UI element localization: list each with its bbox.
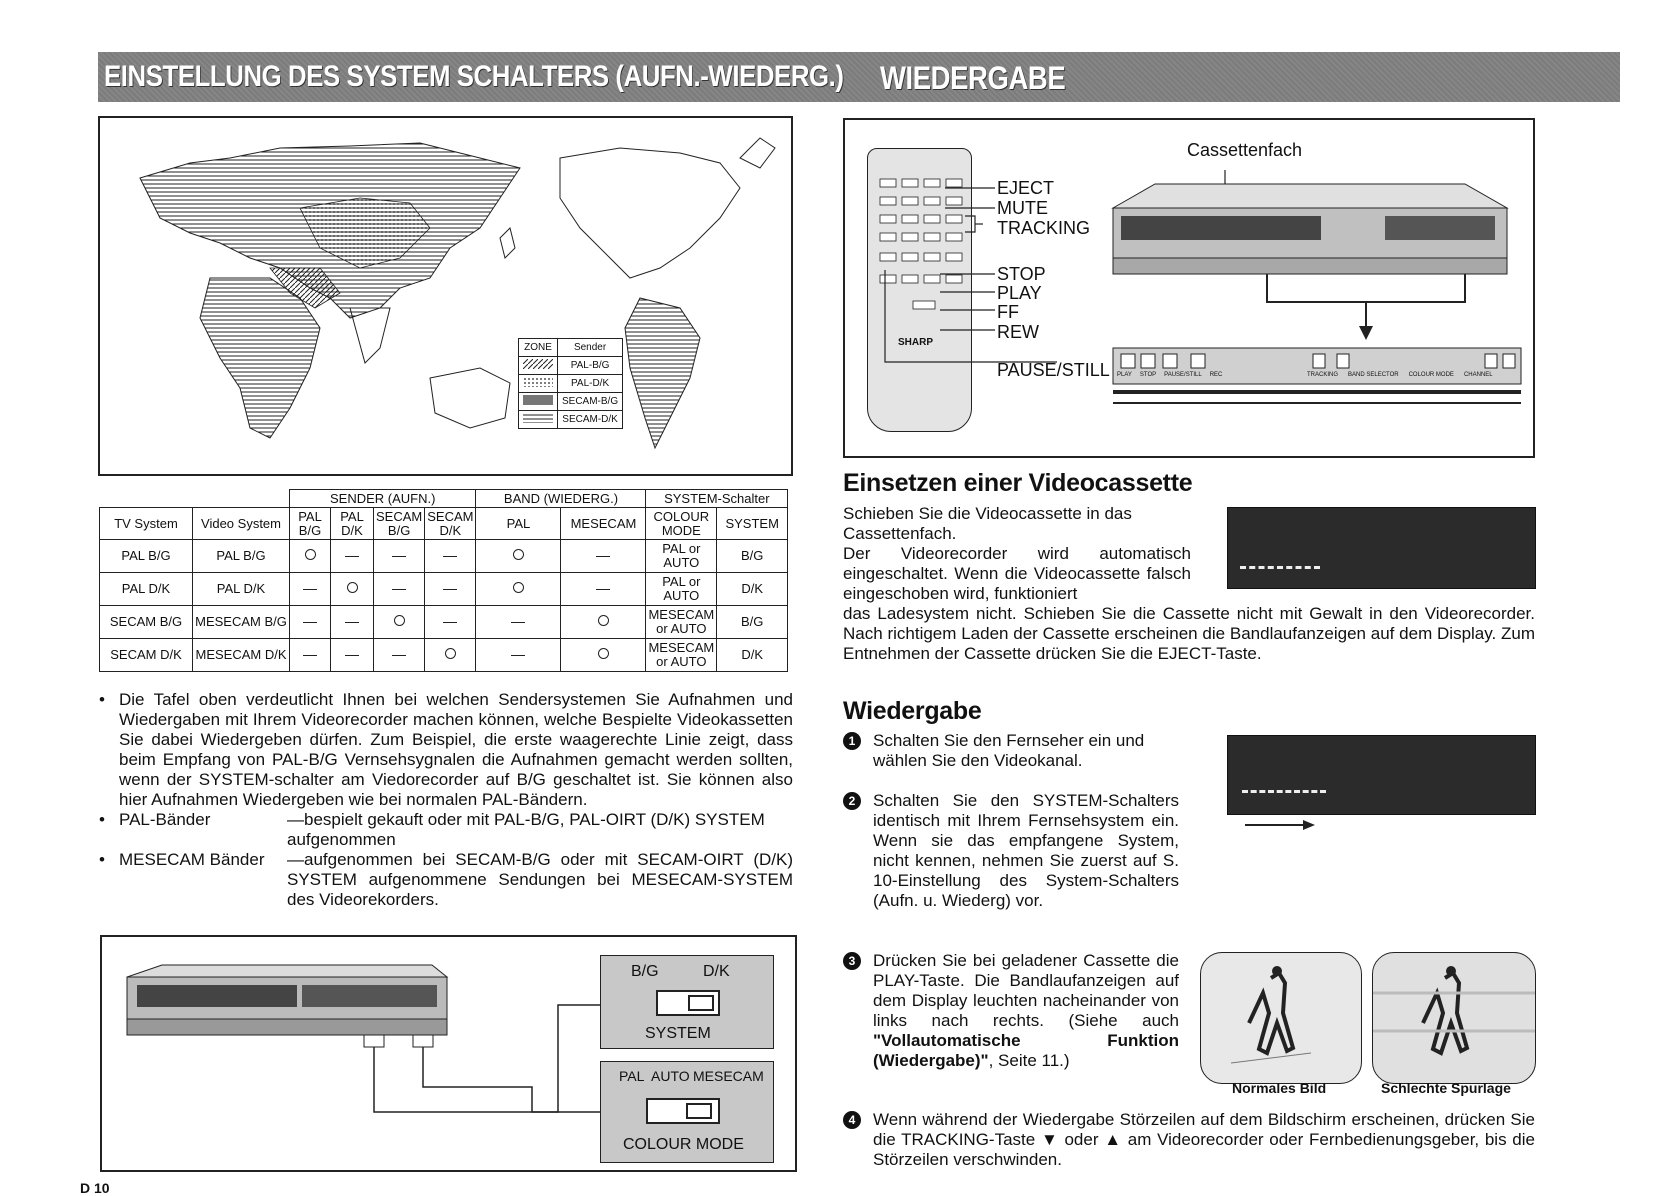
cell-system: D/K (717, 573, 788, 606)
system-switch-name: SYSTEM (645, 1025, 711, 1042)
callout-mute: MUTE (997, 198, 1048, 218)
system-label-dk: D/K (703, 963, 730, 980)
caption-bad-tracking: Schlechte Spurlage (1381, 1080, 1511, 1096)
note-definition: —aufgenommen bei SECAM-B/G oder mit SECAM-OIRT (D/K) SYSTEM aufgenommene Sendungen bei MESECAM-SYSTEM des Videorekorders. (287, 850, 793, 909)
deck-button-labels (1117, 372, 1222, 378)
col-header: COLOUR MODE (646, 508, 717, 540)
note-item: • PAL-Bänder —bespielt gekauft oder mit PAL-B/G, PAL-OIRT (D/K) SYSTEM aufgenommen (99, 810, 793, 850)
vcr-deck-illustration (845, 120, 1533, 456)
cell-colour-mode: PAL or AUTO (646, 540, 717, 573)
step-3-text (873, 951, 1179, 1071)
callout-play: PLAY (997, 283, 1042, 303)
col-header: Video System (193, 508, 290, 540)
cell-mark (374, 540, 425, 573)
step-4-text: Wenn während der Wiedergabe Störzeilen auf dem Bildschirm erscheinen, drücken Sie die TRACKING-Taste ▼ oder ▲ am Videorecorder oder Fernbedienungsgeber, bis die Störzeilen verschwinden. (873, 1110, 1535, 1169)
colour-label-mesecam: MESECAM (693, 1068, 764, 1084)
cell-mark (561, 573, 646, 606)
arrow-right-icon (1245, 818, 1317, 832)
page-number: D 10 (80, 1180, 110, 1196)
cell-mark (374, 639, 425, 672)
deck-label-stop: STOP (1139, 372, 1157, 378)
tv-screen-normal (1200, 952, 1362, 1084)
callout-pause-still: PAUSE/STILL (997, 360, 1110, 380)
playback-heading: Wiedergabe (843, 697, 982, 725)
cell-tv-system: PAL B/G (100, 540, 193, 573)
cell-mark (561, 606, 646, 639)
col-header: SECAM B/G (374, 508, 425, 540)
cell-colour-mode: MESECAM or AUTO (646, 606, 717, 639)
step-3-main: Drücken Sie bei geladener Cassette die PLAY-Taste. Die Bandlaufanzeigen auf dem Display leuchten nacheinander von links nach rechts. (Siehe auch (873, 951, 1179, 1030)
cell-mark (331, 639, 374, 672)
caption-normal-picture: Normales Bild (1232, 1080, 1327, 1096)
cell-video-system: PAL D/K (193, 573, 290, 606)
colour-mode-switch[interactable] (646, 1098, 720, 1124)
cell-colour-mode: PAL or AUTO (646, 573, 717, 606)
cell-mark (425, 573, 476, 606)
col-header: TV System (100, 508, 193, 540)
table-row (100, 573, 788, 606)
colour-label-pal: PAL (619, 1068, 645, 1084)
cell-mark (290, 540, 331, 573)
note-item: • MESECAM Bänder —aufgenommen bei SECAM-B/G oder mit SECAM-OIRT (D/K) SYSTEM aufgenommene Sendungen bei MESECAM-SYSTEM des Videorekorders. (99, 850, 793, 909)
cell-mark (476, 606, 561, 639)
note-definition: —bespielt gekauft oder mit PAL-B/G, PAL-OIRT (D/K) SYSTEM aufgenommen (287, 810, 765, 849)
cell-tv-system: SECAM B/G (100, 606, 193, 639)
remote-and-deck-figure (843, 118, 1535, 458)
legend-label: SECAM-D/K (558, 411, 623, 429)
legend-label: PAL-B/G (558, 357, 623, 375)
display-panel-system (1227, 735, 1536, 815)
step-4: 4 Wenn während der Wiedergabe Störzeilen auf dem Bildschirm erscheinen, drücken Sie die TRACKING-Taste ▼ oder ▲ am Videorecorder oder Fernbedienungsgeber, bis die Störzeilen verschwinden. (843, 1110, 1535, 1170)
legend-header-zone: ZONE (519, 339, 558, 357)
note-term: PAL-Bänder (119, 810, 211, 829)
deck-label-rec: REC (1209, 372, 1223, 378)
step-3: 3 Drücken Sie bei geladener Cassette die PLAY-Taste. Die Bandlaufanzeigen auf dem Display leuchten nacheinander von links nach rechts. (Siehe auch "Vollautomatische Funktion (Wiedergabe)", Seite 11.) (843, 951, 1179, 1071)
insert-text-a: Schieben Sie die Videocassette in das Cassettenfach. (843, 504, 1132, 543)
cell-mark (331, 606, 374, 639)
colour-mode-switch-panel (600, 1061, 774, 1163)
cell-mark (561, 540, 646, 573)
step-2-text: Schalten Sie den SYSTEM-Schalters identisch mit Ihrem Fernsehsystem ein. Wenn sie das empfangene System, nicht kennen, nehmen Sie zuerst auf S. 10-Einstellung des System-Schalters (Aufn. u. Wiederg) vor. (873, 791, 1179, 910)
map-legend (518, 338, 623, 429)
callout-stop: STOP (997, 264, 1046, 284)
cell-video-system: MESECAM D/K (193, 639, 290, 672)
col-header: PAL (476, 508, 561, 540)
switch-location-figure (100, 935, 797, 1172)
cell-system: B/G (717, 606, 788, 639)
right-section-title: WIEDERGABE (880, 60, 1066, 96)
group-header-sender: SENDER (AUFN.) (290, 490, 476, 508)
col-header: PAL B/G (290, 508, 331, 540)
deck-label-channel: CHANNEL (1463, 372, 1493, 378)
colour-label-auto: AUTO (651, 1068, 690, 1084)
legend-swatch (519, 375, 558, 393)
cell-mark (476, 639, 561, 672)
note-term: MESECAM Bänder (119, 850, 265, 869)
cell-mark (290, 573, 331, 606)
cell-mark (561, 639, 646, 672)
col-header: SYSTEM (717, 508, 788, 540)
deck-control-labels (1307, 372, 1493, 378)
cell-mark (425, 639, 476, 672)
cell-video-system: PAL B/G (193, 540, 290, 573)
deck-label-tracking: TRACKING (1307, 372, 1339, 378)
system-switch-panel (600, 955, 774, 1049)
remote-brand-logo: SHARP (898, 337, 934, 348)
deck-label-band-selector: BAND SELECTOR (1348, 372, 1399, 378)
cell-mark (374, 606, 425, 639)
callout-rew: REW (997, 322, 1039, 342)
step-1-text: Schalten Sie den Fernseher ein und wählen Sie den Videokanal. (873, 731, 1145, 770)
cell-system: D/K (717, 639, 788, 672)
group-header-system-switch: SYSTEM-Schalter (646, 490, 788, 508)
step-1: 1 Schalten Sie den Fernseher ein und wählen Sie den Videokanal. (843, 731, 1179, 771)
col-header: PAL D/K (331, 508, 374, 540)
left-section-title: EINSTELLUNG DES SYSTEM SCHALTERS (AUFN.-WIEDERG.) (104, 60, 844, 93)
group-header-band: BAND (WIEDERG.) (476, 490, 646, 508)
note-item: • Die Tafel oben verdeutlicht Ihnen bei welchen Sendersystemen Sie Aufnahmen und Wiedergaben mit Ihrem Videorecorder machen können, welche Bespielte Videokassetten Sie dabei Wiedergeben dürfen. Zum Beispiel, die erste waagerechte Linie zeigt, dass beim Empfang von PAL-B/G Vernsehsygnalen die Aufnahmen gemacht werden sollten, wenn der SYSTEM-schalter am Viedorecorder auf B/G geschaltet ist. Sie können also hier Aufnahmen Wiedergeben wie bei normalen PAL-Bändern. (99, 690, 793, 809)
deck-label-play: PLAY (1117, 372, 1132, 378)
cell-video-system: MESECAM B/G (193, 606, 290, 639)
system-table-wrapper (99, 489, 788, 672)
tv-screen-bad-tracking (1372, 952, 1536, 1084)
legend-swatch (519, 411, 558, 429)
callout-ff: FF (997, 302, 1019, 322)
cell-mark (331, 573, 374, 606)
insert-text-c: das Ladesystem nicht. Schieben Sie die Cassette nicht mit Gewalt in den Videorecorder. Nach richtigem Laden der Cassette erscheinen die Bandlaufanzeigen auf dem Display. Zum Entnehmen der Cassette drücken Sie die EJECT-Taste. (843, 604, 1535, 663)
cell-mark (331, 540, 374, 573)
display-panel-loaded (1227, 507, 1536, 589)
cell-system: B/G (717, 540, 788, 573)
callout-tracking: TRACKING (997, 218, 1091, 238)
legend-header-sender: Sender (558, 339, 623, 357)
cell-mark (290, 639, 331, 672)
legend-swatch (519, 393, 558, 411)
table-row (100, 606, 788, 639)
cell-mark (425, 606, 476, 639)
system-switch[interactable] (656, 990, 720, 1016)
cassette-bay-label: Cassettenfach (1187, 140, 1303, 160)
callout-eject: EJECT (997, 178, 1055, 198)
system-table (99, 489, 788, 672)
table-row (100, 540, 788, 573)
step-3-page: , Seite 11.) (988, 1051, 1070, 1070)
world-map-illustration (100, 118, 791, 474)
table-row (100, 639, 788, 672)
cell-tv-system: SECAM D/K (100, 639, 193, 672)
legend-label: SECAM-B/G (558, 393, 623, 411)
cell-mark (476, 573, 561, 606)
title-banner (98, 52, 1620, 102)
deck-label-pause: PAUSE/STILL (1164, 372, 1202, 378)
legend-swatch (519, 357, 558, 375)
cell-tv-system: PAL D/K (100, 573, 193, 606)
system-label-bg: B/G (631, 963, 659, 980)
cell-mark (374, 573, 425, 606)
cell-mark (290, 606, 331, 639)
insert-heading: Einsetzen einer Videocassette (843, 469, 1193, 497)
col-header: MESECAM (561, 508, 646, 540)
world-map-figure (98, 116, 793, 476)
notes-list (99, 690, 793, 910)
step-2: 2 Schalten Sie den SYSTEM-Schalters identisch mit Ihrem Fernsehsystem ein. Wenn sie das empfangene System, nicht kennen, nehmen Sie zuerst auf S. 10-Einstellung des System-Schalters (Aufn. u. Wiederg) vor. (843, 791, 1179, 911)
colour-mode-name: COLOUR MODE (623, 1136, 744, 1153)
insert-text-b: Der Videorecorder wird automatisch eingeschaltet. Wenn die Videocassette falsch eingeschoben wird, funktioniert (843, 544, 1191, 603)
step-3-reference: "Vollautomatische Funktion (Wiedergabe)" (873, 1031, 1179, 1070)
cell-colour-mode: MESECAM or AUTO (646, 639, 717, 672)
cell-mark (425, 540, 476, 573)
note-text: Die Tafel oben verdeutlicht Ihnen bei welchen Sendersystemen Sie Aufnahmen und Wiedergaben mit Ihrem Videorecorder machen können, welche Bespielte Videokassetten Sie dabei Wiedergeben dürfen. Zum Beispiel, die erste waagerechte Linie zeigt, dass beim Empfang von PAL-B/G Vernsehsygnalen die Aufnahmen gemacht werden sollten, wenn der SYSTEM-schalter am Viedorecorder auf B/G geschaltet ist. Sie können also hier Aufnahmen Wiedergeben wie bei normalen PAL-Bändern. (119, 690, 793, 809)
cell-mark (476, 540, 561, 573)
deck-label-colour-mode: COLOUR MODE (1408, 372, 1454, 378)
legend-label: PAL-D/K (558, 375, 623, 393)
col-header: SECAM D/K (425, 508, 476, 540)
